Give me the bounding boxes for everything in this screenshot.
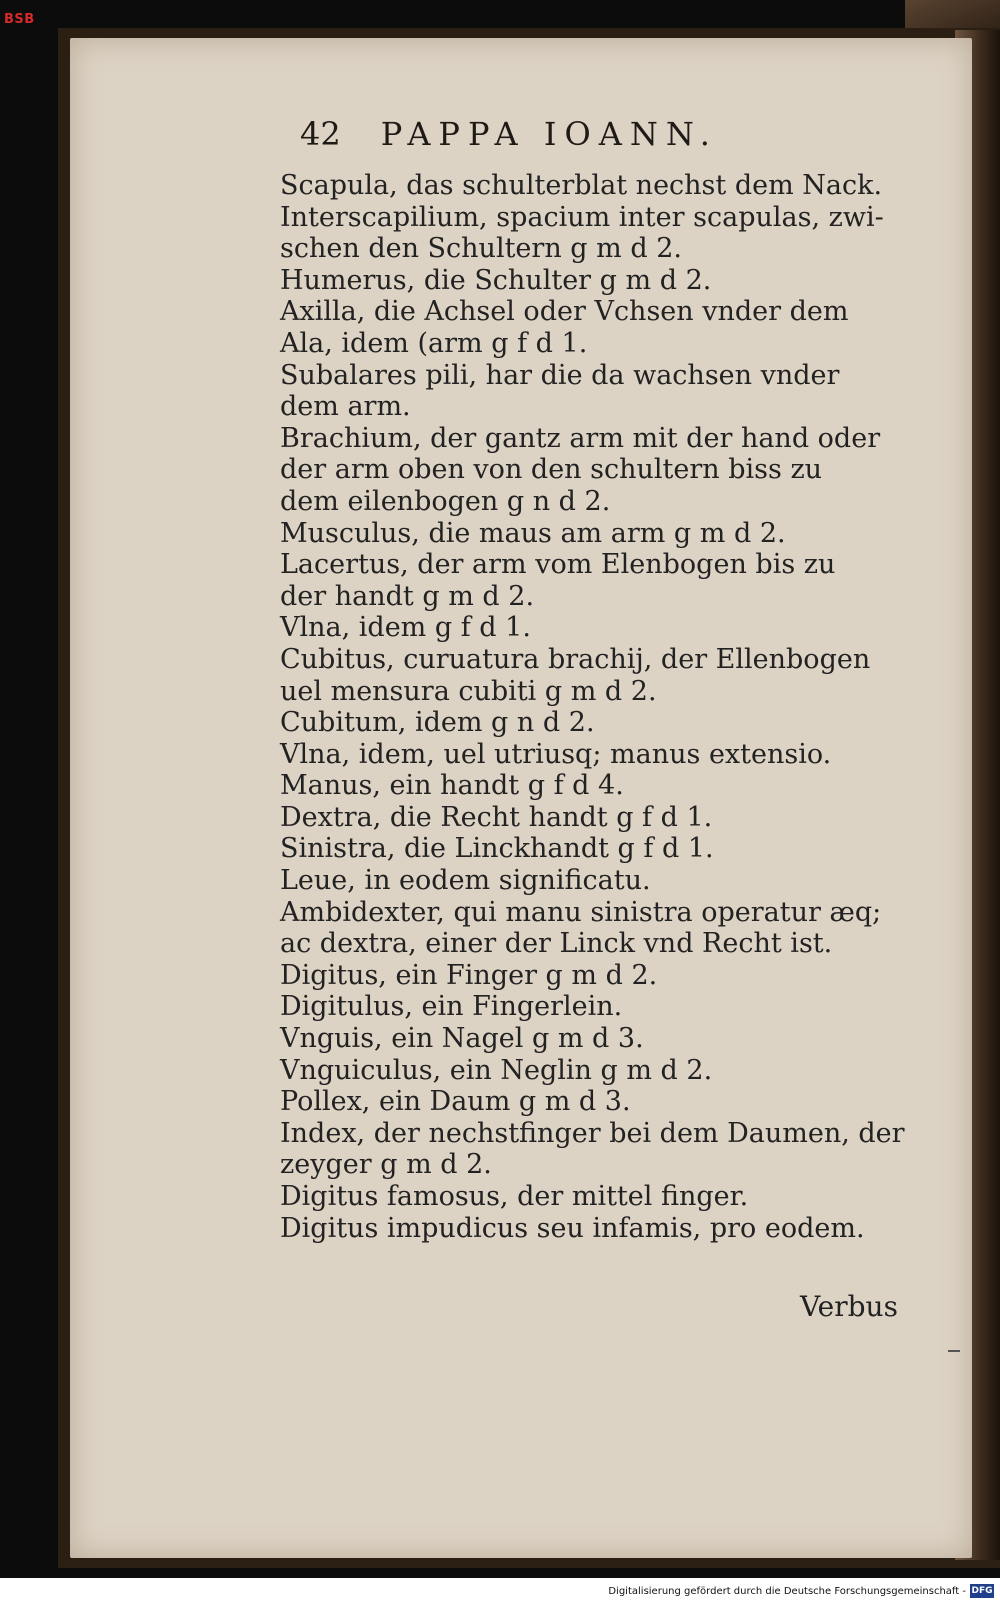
glossary-entry (280, 1023, 940, 1055)
entry-line: ac dextra, einer der Linck vnd Recht ist. (280, 928, 833, 960)
entry-line: der arm oben von den schultern biss zu (280, 454, 823, 486)
glossary-entry (280, 1055, 940, 1087)
entry-line: Vnguis, ein Nagel g m d 3. (280, 1023, 644, 1055)
glossary-entry (280, 1118, 940, 1181)
glossary-entry (280, 423, 940, 518)
entry-line: Digitus famosus, der mittel finger. (280, 1181, 749, 1212)
entry-line: Interscapilium, spacium inter scapulas, zwi- (280, 201, 884, 233)
entry-line: Sinistra, die Linckhandt g f d 1. (280, 833, 714, 865)
entry-line: Dextra, die Recht handt g f d 1. (280, 801, 713, 833)
bsb-logo: BSB (4, 12, 35, 27)
entry-line: Ambidexter, qui manu sinistra operatur æq; (280, 896, 882, 928)
entry-line: Leue, in eodem significatu. (280, 865, 651, 897)
glossary-entry (280, 1086, 940, 1118)
entry-line: Vnguiculus, ein Neglin g m d 2. (280, 1054, 713, 1086)
entry-line: Vlna, idem, uel utriusq; manus extensio. (280, 738, 832, 770)
glossary-entry (280, 265, 940, 297)
glossary-text (280, 170, 940, 1244)
entry-line: Axilla, die Achsel oder Vchsen vnder dem (280, 296, 849, 328)
glossary-entry (280, 865, 940, 897)
entry-line: Digitus, ein Finger g m d 2. (280, 959, 658, 991)
entry-line: Cubitus, curuatura brachij, der Ellenbogen (280, 643, 871, 675)
page-number: 42 (300, 115, 341, 153)
entry-line: Pollex, ein Daum g m d 3. (280, 1086, 631, 1118)
running-title: PAPPA IOANN. (380, 115, 718, 153)
entry-line: Digitulus, ein Fingerlein. (280, 991, 623, 1023)
glossary-entry (280, 770, 940, 802)
glossary-entry (280, 991, 940, 1023)
entry-line: schen den Schultern g m d 2. (280, 233, 682, 265)
glossary-entry (280, 1181, 940, 1213)
entry-line: zeyger g m d 2. (280, 1149, 492, 1181)
glossary-entry (280, 707, 940, 739)
entry-line: Manus, ein handt g f d 4. (280, 770, 624, 802)
glossary-entry (280, 170, 940, 202)
glossary-entry (280, 296, 940, 328)
glossary-entry (280, 960, 940, 992)
entry-line: Cubitum, idem g n d 2. (280, 707, 595, 739)
entry-line: der handt g m d 2. (280, 580, 535, 612)
glossary-entry (280, 202, 940, 265)
entry-line: Brachium, der gantz arm mit der hand oder (280, 422, 881, 454)
glossary-entry (280, 897, 940, 960)
glossary-entry (280, 360, 940, 423)
entry-line: Humerus, die Schulter g m d 2. (280, 264, 712, 296)
entry-line: uel mensura cubiti g m d 2. (280, 675, 657, 707)
dfg-logo: DFG (971, 1586, 993, 1596)
digitization-credit: Digitalisierung gefördert durch die Deutsche Forschungsgemeinschaft - (608, 1586, 966, 1597)
entry-line: Subalares pili, har die da wachsen vnder (280, 359, 840, 391)
glossary-entry (280, 644, 940, 707)
glossary-entry (280, 802, 940, 834)
glossary-entry (280, 549, 940, 612)
glossary-entry (280, 739, 940, 771)
glossary-entry (280, 1213, 940, 1245)
entry-line: Ala, idem (arm g f d 1. (280, 327, 588, 359)
glossary-entry (280, 328, 940, 360)
entry-line: dem eilenbogen g n d 2. (280, 485, 611, 517)
entry-line: Index, der nechstfinger bei dem Daumen, der (280, 1117, 905, 1149)
entry-line: Musculus, die maus am arm g m d 2. (280, 517, 786, 549)
running-header (300, 115, 718, 153)
glossary-entry (280, 518, 940, 550)
entry-line: Scapula, das schulterblat nechst dem Nack. (280, 170, 883, 201)
entry-line: Vlna, idem g f d 1. (280, 612, 531, 644)
glossary-entry (280, 612, 940, 644)
entry-line: dem arm. (280, 391, 411, 423)
glossary-entry (280, 833, 940, 865)
catchword: Verbus (800, 1290, 898, 1323)
entry-line: Digitus impudicus seu infamis, pro eodem. (280, 1212, 865, 1244)
margin-mark (948, 1350, 960, 1352)
entry-line: Lacertus, der arm vom Elenbogen bis zu (280, 549, 836, 581)
